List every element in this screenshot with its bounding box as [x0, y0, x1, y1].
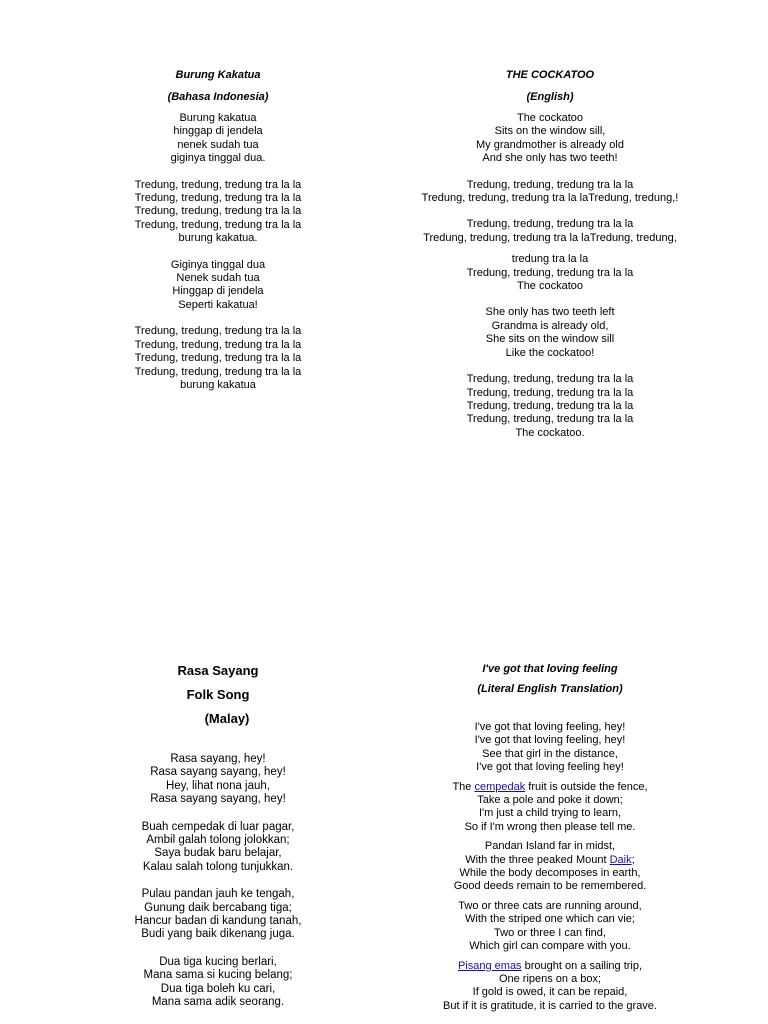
verse-line: With the striped one which can vie;	[465, 913, 635, 926]
verse-line: Dua tiga boleh ku cari,	[160, 982, 276, 995]
verse-line: While the body decomposes in earth,	[459, 867, 641, 880]
verse-line: Mana sama si kucing belang;	[143, 969, 293, 982]
verse-line: Nenek sudah tua	[176, 272, 260, 285]
verse-line: Tredung, tredung, tredung tra la la	[466, 373, 634, 386]
verse-text: The	[452, 780, 475, 793]
verse-line: Hancur badan di kandung tanah,	[134, 915, 302, 928]
verse-line: Burung kakatua	[179, 112, 257, 124]
verse-line: Tredung, tredung, tredung tra la la	[134, 352, 302, 365]
verse-line: Two or three I can find,	[494, 926, 606, 939]
verse-line: I've got that loving feeling, hey!	[474, 721, 626, 733]
stanza-3	[400, 840, 700, 894]
stanza-3	[108, 888, 328, 942]
stanza-2	[108, 821, 328, 875]
poem-the-cockatoo	[400, 69, 700, 440]
stanza-4	[400, 900, 700, 954]
poem-title: Rasa Sayang	[177, 663, 259, 678]
verse-line: Seperti kakatua!	[178, 298, 258, 311]
verse-line: giginya tinggal dua.	[170, 152, 266, 165]
stanza-2	[108, 179, 328, 246]
poem-body	[108, 753, 328, 1010]
verse-line: Good deeds remain to be remembered.	[453, 880, 647, 893]
verse-line: Tredung, tredung, tredung tra la laTredung, tredung,!	[421, 192, 679, 205]
poem-title: I've got that loving feeling	[482, 663, 618, 675]
stanza-1	[400, 721, 700, 775]
verse-line: Hey, lihat nona jauh,	[166, 779, 270, 792]
cempedak-link[interactable]: cempedak	[474, 780, 526, 793]
verse-line: Pulau pandan jauh ke tengah,	[141, 888, 295, 901]
verse-line: Saya budak baru belajar,	[154, 847, 282, 860]
verse-line: I'm just a child trying to learn,	[478, 807, 622, 820]
verse-line: Buah cempedak di luar pagar,	[141, 820, 295, 833]
verse-line: Take a pole and poke it down;	[477, 794, 623, 807]
verse-line: I've got that loving feeling, hey!	[474, 734, 626, 747]
verse-line: The cockatoo.	[515, 426, 585, 439]
verse-line: She sits on the window sill	[485, 333, 615, 346]
stanza-2	[400, 179, 700, 206]
verse-line: Tredung, tredung, tredung tra la la	[134, 205, 302, 218]
verse-line: Tredung, tredung, tredung tra la la	[466, 399, 634, 412]
stanza-5	[400, 960, 700, 1014]
verse-line: Which girl can compare with you.	[469, 940, 631, 953]
stanza-2	[400, 781, 700, 835]
verse-line: Rasa sayang sayang, hey!	[150, 766, 286, 779]
stanza-4	[108, 325, 328, 392]
verse-line	[400, 960, 700, 973]
poem-body	[108, 112, 328, 392]
verse-line: Ambil galah tolong jolokkan;	[146, 834, 290, 847]
poem-burung-kakatua	[108, 69, 328, 392]
verse-line: Giginya tinggal dua	[170, 258, 266, 271]
verse-line: Tredung, tredung, tredung tra la la	[466, 386, 634, 399]
verse-text: With the three peaked Mount	[465, 853, 610, 866]
verse-line: Grandma is already old,	[491, 319, 609, 332]
stanza-1	[400, 112, 700, 166]
verse-line: Hinggap di jendela	[172, 285, 264, 298]
verse-line: I've got that loving feeling hey!	[476, 761, 624, 774]
poem-title: Burung Kakatua	[175, 69, 261, 81]
verse-line: Tredung, tredung, tredung tra la la	[466, 178, 634, 191]
verse-line: Tredung, tredung, tredung tra la la	[466, 413, 634, 426]
verse-line: Budi yang baik dikenang juga.	[141, 928, 295, 941]
poem-body	[400, 112, 700, 440]
stanza-4	[108, 956, 328, 1010]
stanza-1	[108, 753, 328, 807]
stanza-6	[400, 373, 700, 440]
verse-line: One ripens on a box;	[498, 972, 602, 985]
verse-text: ;	[631, 853, 635, 866]
verse-line: Gunung daik bercabang tiga;	[144, 901, 292, 914]
verse-line: And she only has two teeth!	[482, 152, 618, 165]
verse-line	[400, 854, 700, 867]
verse-line	[400, 781, 700, 794]
verse-line: Tredung, tredung, tredung tra la la	[134, 325, 302, 338]
verse-line: Like the cockatoo!	[505, 346, 595, 359]
verse-line: Tredung, tredung, tredung tra la la	[134, 178, 302, 191]
poem-subtitle: (Bahasa Indonesia)	[167, 91, 269, 103]
verse-line: Mana sama adik seorang.	[151, 996, 285, 1009]
verse-line: She only has two teeth left	[485, 306, 615, 319]
stanza-4	[400, 253, 700, 293]
stanza-3	[400, 218, 700, 245]
verse-line: But if it is gratitude, it is carried to the grave.	[443, 999, 657, 1012]
verse-line: So if I'm wrong then please tell me.	[464, 820, 636, 833]
poem-subtitle: Folk Song	[186, 687, 250, 702]
verse-line: hinggap di jendela	[173, 125, 263, 138]
stanza-5	[400, 306, 700, 360]
verse-line: Pandan Island far in midst,	[484, 840, 616, 853]
verse-line: Tredung, tredung, tredung tra la la	[134, 192, 302, 205]
verse-text: brought on a sailing trip,	[521, 959, 643, 972]
verse-text: fruit is outside the fence,	[525, 780, 648, 793]
verse-line: Rasa sayang, hey!	[170, 753, 266, 765]
verse-line: Tredung, tredung, tredung tra la la	[134, 218, 302, 231]
verse-line: My grandmother is already old	[476, 138, 624, 151]
verse-line: Tredung, tredung, tredung tra la la	[134, 365, 302, 378]
verse-line: Tredung, tredung, tredung tra la laTredung, tredung,	[423, 231, 677, 244]
verse-line: Sits on the window sill,	[494, 125, 606, 138]
verse-line: burung kakatua	[180, 378, 256, 391]
poem-subtitle: (English)	[526, 91, 574, 103]
verse-line: Two or three cats are running around,	[458, 899, 642, 912]
daik-link[interactable]: Daik	[609, 853, 632, 866]
pisang-emas-link[interactable]: Pisang emas	[457, 959, 522, 972]
poem-title: THE COCKATOO	[505, 69, 595, 81]
verse-line: nenek sudah tua	[177, 138, 259, 151]
verse-line: Rasa sayang sayang, hey!	[150, 793, 286, 806]
verse-line: The cockatoo	[516, 112, 584, 124]
stanza-1	[108, 112, 328, 166]
verse-line: The cockatoo	[516, 280, 584, 293]
verse-line: Tredung, tredung, tredung tra la la	[134, 338, 302, 351]
verse-line: burung kakatua.	[178, 232, 258, 245]
verse-line: Tredung, tredung, tredung tra la la	[466, 218, 634, 231]
verse-line: Tredung, tredung, tredung tra la la	[466, 266, 634, 279]
poem-language: (Malay)	[204, 711, 250, 726]
verse-line: Dua tiga kucing berlari,	[159, 955, 277, 968]
poem-subtitle: (Literal English Translation)	[477, 683, 623, 695]
verse-line: Kalau salah tolong tunjukkan.	[142, 860, 294, 873]
poem-rasa-sayang	[108, 663, 328, 1010]
verse-line: tredung tra la la	[511, 253, 589, 266]
stanza-3	[108, 259, 328, 313]
verse-line: If gold is owed, it can be repaid,	[472, 986, 628, 999]
poem-loving-feeling	[400, 663, 700, 1013]
verse-line: See that girl in the distance,	[482, 747, 618, 760]
